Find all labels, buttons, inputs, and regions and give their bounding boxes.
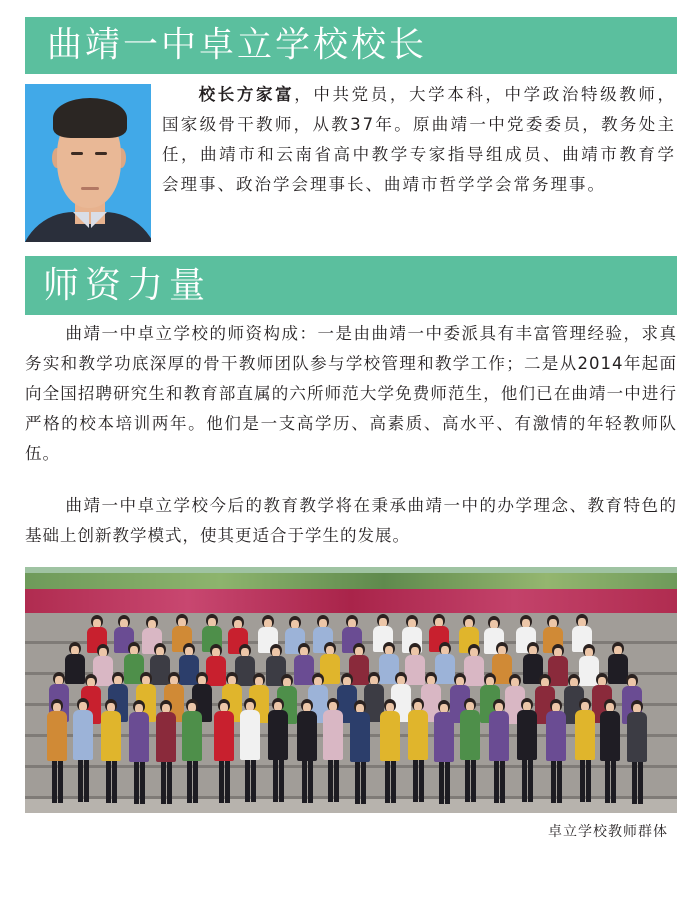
principal-portrait	[25, 84, 151, 242]
faculty-paragraph-1	[25, 319, 677, 469]
principal-section-title: 曲靖一中卓立学校校长	[47, 25, 428, 65]
teacher-group-photo	[25, 567, 677, 813]
faculty-paragraph-2	[25, 491, 677, 551]
principal-bio	[162, 80, 676, 200]
faculty-paragraph-1-text: 曲靖一中卓立学校的师资构成：一是由曲靖一中委派具有丰富管理经验，求真务实和教学功底深厚的骨干教师团队参与学校管理和教学工作；二是从2014年起面向全国招聘研究生和教育部直属的六所师范大学免费师范生，他们已在曲靖一中进行严格的校本培训两年。他们是一支高学历、高素质、高水平、有激情的年轻教师队伍。	[25, 324, 677, 463]
principal-bio-text: ，中共党员，大学本科，中学政治特级教师，国家级骨干教师，从教37年。原曲靖一中党委委员，教务处主任，曲靖市和云南省高中教学专家指导组成员、曲靖市教育学会理事、政治学会理事长、曲靖市哲学学会常务理事。	[162, 85, 677, 194]
principal-section-banner	[25, 17, 677, 74]
faculty-section-banner	[25, 256, 677, 315]
faculty-section-title: 师资力量	[43, 264, 212, 306]
faculty-paragraph-2-text: 曲靖一中卓立学校今后的教育教学将在秉承曲靖一中的办学理念、教育特色的基础上创新教学模式，使其更适合于学生的发展。	[25, 496, 677, 545]
principal-name-label: 校长方家富	[198, 85, 295, 104]
photo-caption: 卓立学校教师群体	[548, 824, 668, 840]
